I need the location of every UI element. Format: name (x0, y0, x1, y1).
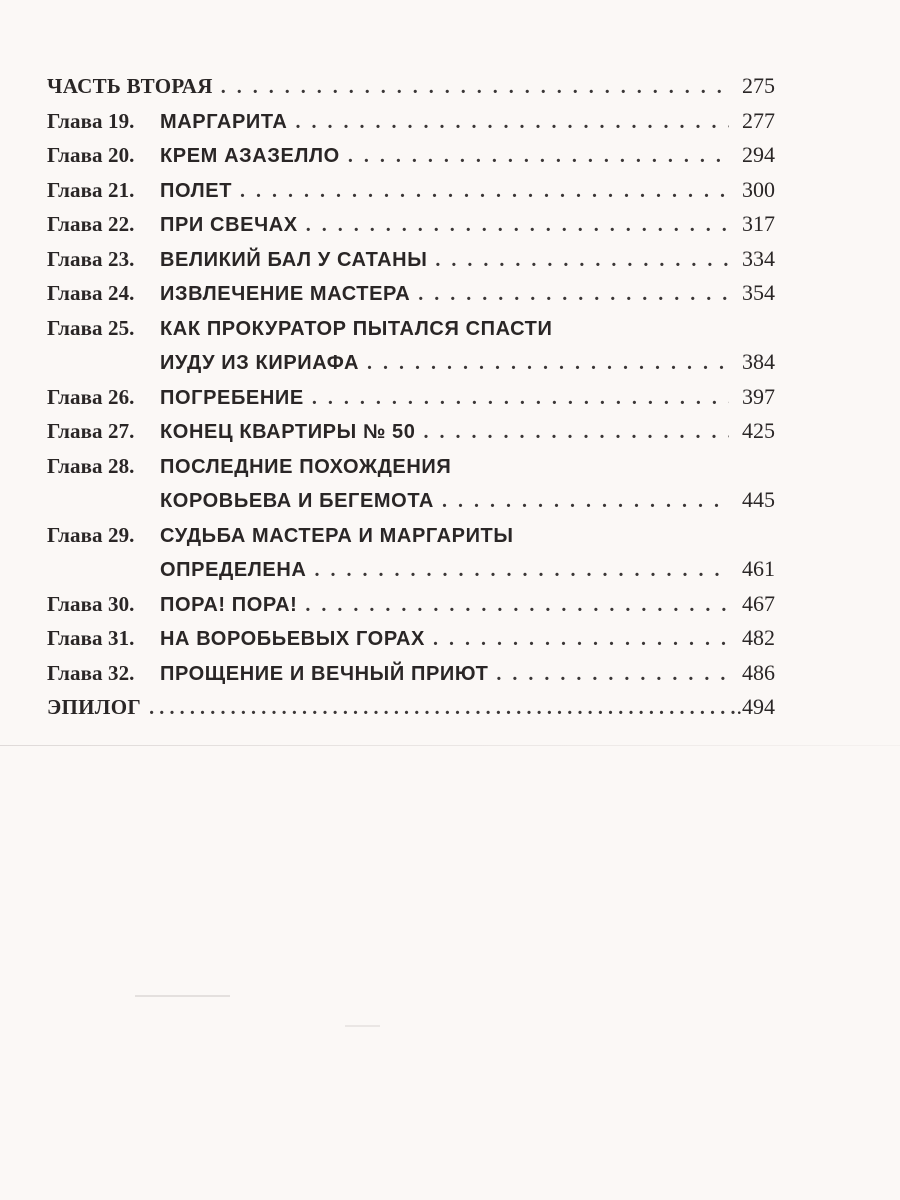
chapter-list (47, 104, 775, 691)
page-number: 461 (742, 556, 775, 581)
dot-leader (305, 588, 729, 623)
chapter-number: Глава 27. (47, 419, 135, 443)
chapter-title: КРЕМ АЗАЗЕЛЛО (160, 145, 340, 167)
chapter-number: Глава 21. (47, 177, 135, 202)
chapter-number: Глава 23. (47, 246, 135, 271)
chapter-title: НА ВОРОБЬЕВЫХ ГОРАХ (160, 628, 425, 650)
page-number: 354 (742, 280, 775, 305)
epilogue-title: ЭПИЛОГ (47, 695, 142, 719)
chapter-title: ПОСЛЕДНИЕ ПОХОЖДЕНИЯ (160, 455, 452, 478)
toc-chapter-entry (47, 380, 775, 415)
chapter-number: Глава 20. (47, 143, 135, 167)
dot-leader (423, 415, 729, 450)
toc-chapter-entry (47, 587, 775, 622)
chapter-number: Глава 19. (47, 108, 135, 133)
chapter-number: Глава 28. (47, 453, 135, 478)
scan-smudge (345, 1025, 380, 1027)
dot-leader (221, 70, 729, 105)
toc-chapter-entry (47, 104, 775, 139)
page-number: 277 (742, 107, 775, 133)
page-number: 425 (742, 418, 775, 443)
page-number: 467 (742, 590, 775, 616)
dot-leader (348, 139, 729, 174)
toc-chapter-entry (47, 242, 775, 277)
chapter-title: ПОЛЕТ (160, 179, 233, 202)
page-number: 445 (742, 487, 775, 512)
page-number: 397 (742, 383, 775, 409)
toc-epilogue-entry (47, 690, 775, 725)
toc-chapter-entry (47, 311, 775, 380)
dot-leader (312, 381, 729, 416)
dot-leader (240, 174, 729, 209)
chapter-number: Глава 31. (47, 626, 135, 650)
dot-leader (418, 277, 729, 312)
toc-chapter-entry (47, 656, 775, 691)
dot-leader (149, 691, 736, 726)
chapter-title: КАК ПРОКУРАТОР ПЫТАЛСЯ СПАСТИ (160, 317, 553, 340)
chapter-title: ПОРА! ПОРА! (160, 593, 298, 616)
page-number: 486 (742, 659, 775, 685)
page-number: 294 (742, 142, 775, 167)
toc-chapter-entry (47, 138, 775, 173)
chapter-title: КОРОВЬЕВА И БЕГЕМОТА (160, 490, 434, 512)
chapter-number: Глава 22. (47, 212, 135, 236)
page-number: 334 (742, 245, 775, 271)
page-number: 317 (742, 211, 775, 236)
chapter-number: Глава 24. (47, 281, 135, 305)
toc-chapter-entry (47, 414, 775, 449)
chapter-title: ИЗВЛЕЧЕНИЕ МАСТЕРА (160, 283, 411, 305)
toc-chapter-entry (47, 621, 775, 656)
dot-leader (442, 484, 729, 519)
scan-smudge (135, 995, 230, 997)
dot-leader (367, 346, 729, 381)
chapter-title: ПРОЩЕНИЕ И ВЕЧНЫЙ ПРИЮТ (160, 662, 489, 685)
page-number: 300 (742, 176, 775, 202)
chapter-number: Глава 30. (47, 591, 135, 616)
chapter-title: ИУДУ ИЗ КИРИАФА (160, 352, 360, 374)
dot-leader (295, 105, 729, 140)
page-number: 275 (742, 73, 775, 98)
page-number: .494 (736, 694, 775, 719)
chapter-number: Глава 29. (47, 522, 135, 547)
chapter-title: ВЕЛИКИЙ БАЛ У САТАНЫ (160, 248, 428, 271)
chapter-number: Глава 32. (47, 660, 135, 685)
chapter-title: МАРГАРИТА (160, 110, 288, 133)
chapter-title: ПРИ СВЕЧАХ (160, 214, 298, 236)
dot-leader (496, 657, 729, 692)
toc-chapter-entry (47, 207, 775, 242)
chapter-number: Глава 25. (47, 315, 135, 340)
chapter-title: КОНЕЦ КВАРТИРЫ № 50 (160, 421, 416, 443)
dot-leader (314, 553, 729, 588)
toc-chapter-entry (47, 173, 775, 208)
chapter-number: Глава 26. (47, 384, 135, 409)
toc-chapter-entry (47, 276, 775, 311)
page-number: 384 (742, 349, 775, 374)
page-number: 482 (742, 625, 775, 650)
chapter-title: ПОГРЕБЕНИЕ (160, 386, 304, 409)
part-title: ЧАСТЬ ВТОРАЯ (47, 74, 213, 98)
dot-leader (306, 208, 729, 243)
table-of-contents (47, 69, 775, 725)
toc-chapter-entry (47, 518, 775, 587)
toc-part-entry (47, 69, 775, 104)
chapter-title: СУДЬБА МАСТЕРА И МАРГАРИТЫ (160, 524, 514, 547)
toc-chapter-entry (47, 449, 775, 518)
chapter-title: ОПРЕДЕЛЕНА (160, 559, 307, 581)
scan-edge-line (0, 745, 900, 746)
dot-leader (435, 243, 729, 278)
dot-leader (433, 622, 729, 657)
